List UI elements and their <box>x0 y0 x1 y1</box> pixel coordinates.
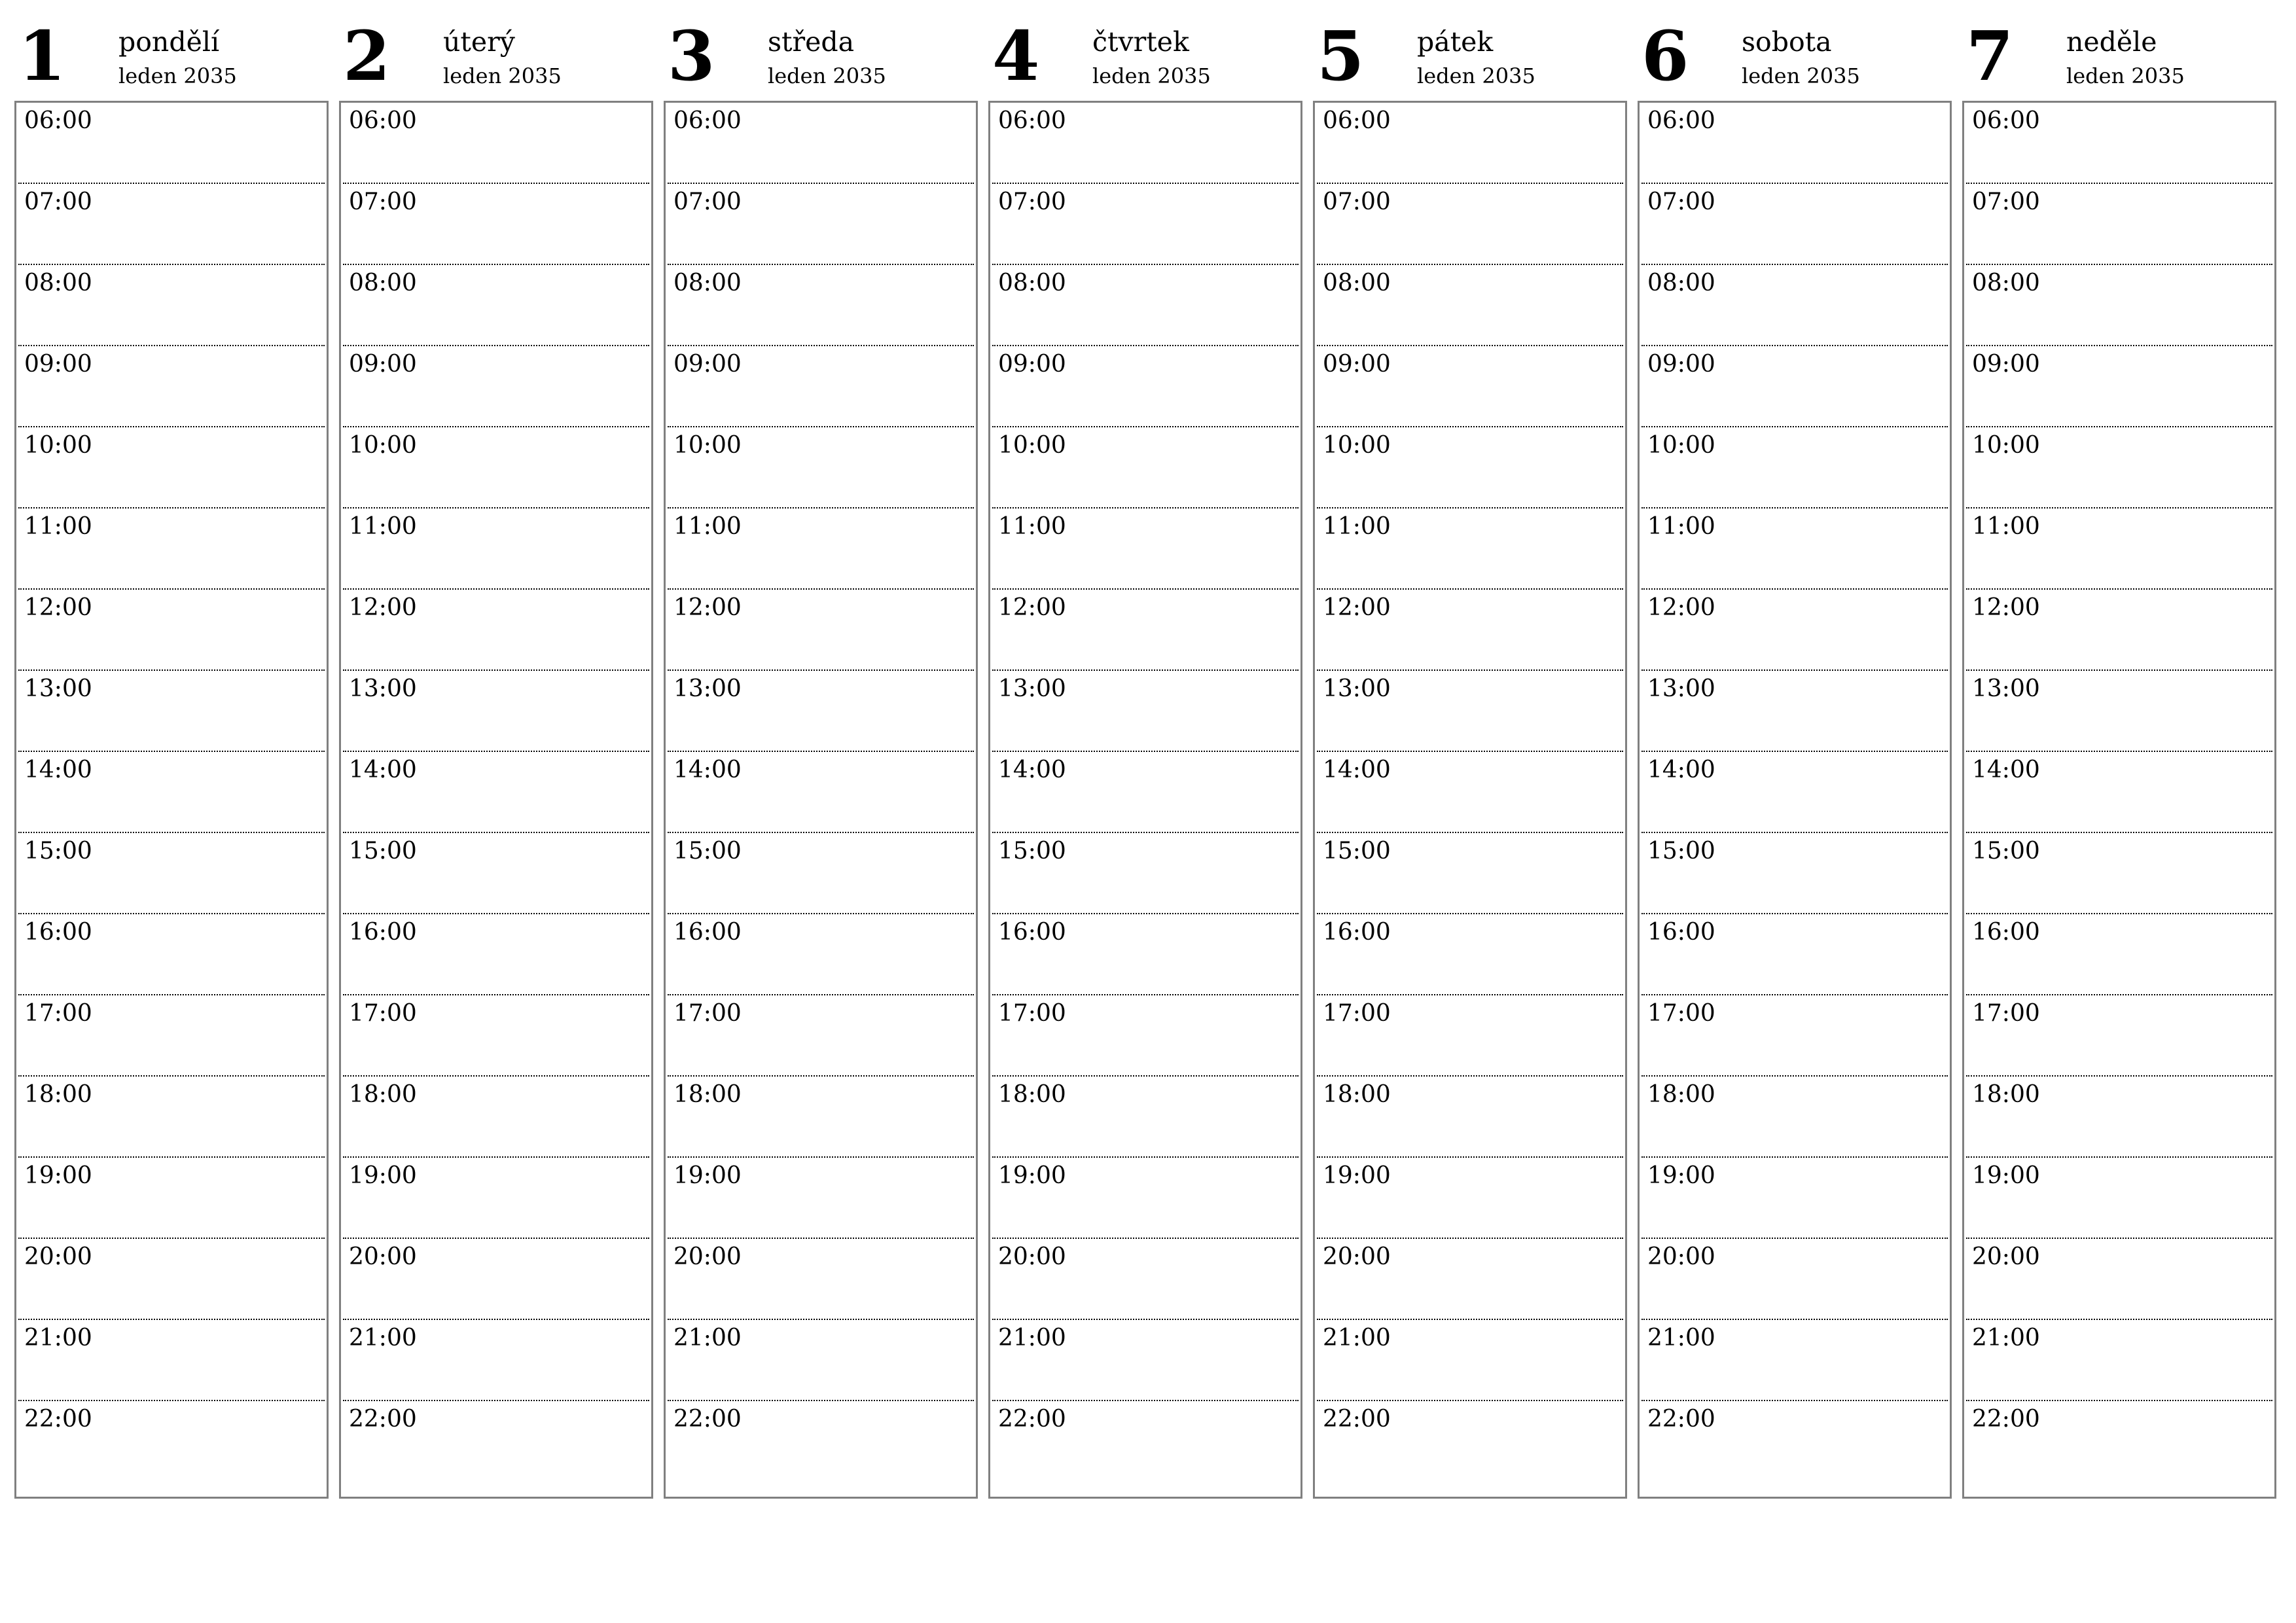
time-slot[interactable] <box>992 1320 1299 1401</box>
time-slot-label: 14:00 <box>24 757 92 783</box>
time-slot-label: 11:00 <box>1647 513 1715 540</box>
time-slot[interactable] <box>668 103 974 184</box>
time-slot[interactable] <box>18 1320 325 1401</box>
day-schedule-box <box>1638 101 1952 1499</box>
time-slot[interactable] <box>1966 1239 2272 1320</box>
time-slot[interactable] <box>1317 1320 1623 1401</box>
time-slot[interactable] <box>343 346 649 427</box>
time-slot[interactable] <box>343 752 649 833</box>
day-header <box>664 0 977 99</box>
day-month-year: leden 2035 <box>768 63 886 88</box>
time-slot[interactable] <box>1317 833 1623 914</box>
time-slot-label: 19:00 <box>1647 1162 1715 1189</box>
time-slot-label: 07:00 <box>998 188 1066 215</box>
time-slot[interactable] <box>668 1401 974 1482</box>
time-slot[interactable] <box>668 1077 974 1158</box>
day-column <box>1638 0 1950 1499</box>
time-slot[interactable] <box>992 995 1299 1077</box>
day-number: 3 <box>668 16 715 96</box>
time-slot-label: 20:00 <box>998 1243 1066 1270</box>
day-column <box>14 0 327 1499</box>
time-slot[interactable] <box>992 671 1299 752</box>
time-slot[interactable] <box>18 752 325 833</box>
time-slot-label: 15:00 <box>24 838 92 865</box>
day-column <box>988 0 1301 1499</box>
time-slot-label: 19:00 <box>1323 1162 1391 1189</box>
time-slot-label: 08:00 <box>24 270 92 296</box>
day-name: sobota <box>1742 26 1832 58</box>
time-slot[interactable] <box>1966 995 2272 1077</box>
time-slot-label: 19:00 <box>673 1162 742 1189</box>
time-slot[interactable] <box>1966 1320 2272 1401</box>
day-schedule-box <box>988 101 1302 1499</box>
time-slot[interactable] <box>1641 265 1948 346</box>
time-slot[interactable] <box>668 1239 974 1320</box>
time-slot[interactable] <box>1641 914 1948 995</box>
day-schedule-box <box>339 101 653 1499</box>
time-slot-label: 15:00 <box>349 838 417 865</box>
time-slot-label: 07:00 <box>1323 188 1391 215</box>
time-slot-label: 06:00 <box>998 107 1066 134</box>
time-slot-label: 16:00 <box>349 919 417 946</box>
time-slot-label: 18:00 <box>673 1081 742 1108</box>
time-slot[interactable] <box>1641 671 1948 752</box>
time-slot[interactable] <box>18 1401 325 1482</box>
time-slot-label: 19:00 <box>1972 1162 2040 1189</box>
time-slot[interactable] <box>343 995 649 1077</box>
time-slot-label: 07:00 <box>1647 188 1715 215</box>
time-slot[interactable] <box>668 346 974 427</box>
time-slot-label: 13:00 <box>349 675 417 702</box>
time-slot[interactable] <box>668 833 974 914</box>
time-slot-label: 17:00 <box>1647 1000 1715 1027</box>
time-slot[interactable] <box>18 671 325 752</box>
time-slot-label: 10:00 <box>1972 432 2040 459</box>
time-slot-label: 17:00 <box>673 1000 742 1027</box>
time-slot-label: 15:00 <box>998 838 1066 865</box>
time-slot-label: 09:00 <box>673 351 742 378</box>
time-slot[interactable] <box>1641 1077 1948 1158</box>
time-slot[interactable] <box>1317 995 1623 1077</box>
time-slot[interactable] <box>1641 995 1948 1077</box>
time-slot[interactable] <box>992 590 1299 671</box>
time-slot[interactable] <box>1641 427 1948 508</box>
time-slot-label: 13:00 <box>1972 675 2040 702</box>
time-slot-label: 17:00 <box>24 1000 92 1027</box>
time-slot[interactable] <box>992 346 1299 427</box>
time-slot-label: 10:00 <box>1323 432 1391 459</box>
time-slot[interactable] <box>343 671 649 752</box>
time-slot[interactable] <box>1641 590 1948 671</box>
time-slot[interactable] <box>343 1077 649 1158</box>
day-schedule-box <box>1313 101 1627 1499</box>
time-slot-label: 14:00 <box>673 757 742 783</box>
day-name: pátek <box>1417 26 1494 58</box>
time-slot-label: 09:00 <box>24 351 92 378</box>
time-slot[interactable] <box>1317 184 1623 265</box>
time-slot[interactable] <box>668 184 974 265</box>
time-slot-label: 12:00 <box>1972 594 2040 621</box>
time-slot[interactable] <box>668 671 974 752</box>
time-slot-label: 19:00 <box>998 1162 1066 1189</box>
day-header <box>988 0 1301 99</box>
time-slot[interactable] <box>1317 265 1623 346</box>
day-name: neděle <box>2066 26 2157 58</box>
time-slot-label: 10:00 <box>673 432 742 459</box>
time-slot[interactable] <box>1966 752 2272 833</box>
time-slot[interactable] <box>992 833 1299 914</box>
time-slot-label: 12:00 <box>349 594 417 621</box>
time-slot-label: 22:00 <box>349 1406 417 1433</box>
time-slot-label: 10:00 <box>998 432 1066 459</box>
day-name: úterý <box>443 26 515 58</box>
time-slot-label: 20:00 <box>1972 1243 2040 1270</box>
day-number: 5 <box>1317 16 1365 96</box>
time-slot-label: 17:00 <box>1972 1000 2040 1027</box>
time-slot[interactable] <box>992 1158 1299 1239</box>
time-slot[interactable] <box>992 508 1299 590</box>
time-slot[interactable] <box>18 914 325 995</box>
time-slot[interactable] <box>1966 346 2272 427</box>
time-slot[interactable] <box>992 184 1299 265</box>
time-slot[interactable] <box>992 103 1299 184</box>
time-slot[interactable] <box>1966 833 2272 914</box>
time-slot[interactable] <box>1317 103 1623 184</box>
time-slot-label: 17:00 <box>349 1000 417 1027</box>
time-slot[interactable] <box>1966 1401 2272 1482</box>
time-slot[interactable] <box>1317 346 1623 427</box>
time-slot-label: 18:00 <box>1647 1081 1715 1108</box>
time-slot-label: 12:00 <box>1647 594 1715 621</box>
time-slot[interactable] <box>343 103 649 184</box>
day-number: 6 <box>1641 16 1689 96</box>
time-slot-label: 18:00 <box>24 1081 92 1108</box>
time-slot[interactable] <box>343 1239 649 1320</box>
time-slot-label: 14:00 <box>1323 757 1391 783</box>
time-slot-label: 08:00 <box>1972 270 2040 296</box>
time-slot[interactable] <box>668 508 974 590</box>
time-slot-label: 19:00 <box>349 1162 417 1189</box>
time-slot[interactable] <box>343 1401 649 1482</box>
time-slot[interactable] <box>992 1401 1299 1482</box>
time-slot[interactable] <box>1641 1401 1948 1482</box>
time-slot-label: 22:00 <box>673 1406 742 1433</box>
day-column <box>664 0 977 1499</box>
time-slot-label: 16:00 <box>673 919 742 946</box>
time-slot-label: 22:00 <box>1647 1406 1715 1433</box>
time-slot[interactable] <box>343 265 649 346</box>
time-slot[interactable] <box>1966 184 2272 265</box>
time-slot[interactable] <box>343 590 649 671</box>
time-slot-label: 06:00 <box>24 107 92 134</box>
day-number: 4 <box>992 16 1040 96</box>
time-slot-label: 09:00 <box>998 351 1066 378</box>
time-slot-label: 08:00 <box>1647 270 1715 296</box>
time-slot-label: 06:00 <box>1323 107 1391 134</box>
time-slot[interactable] <box>1641 1320 1948 1401</box>
time-slot-label: 16:00 <box>998 919 1066 946</box>
time-slot[interactable] <box>18 590 325 671</box>
time-slot[interactable] <box>343 1320 649 1401</box>
day-month-year: leden 2035 <box>1742 63 1860 88</box>
time-slot-label: 19:00 <box>24 1162 92 1189</box>
time-slot[interactable] <box>992 1077 1299 1158</box>
time-slot-label: 10:00 <box>1647 432 1715 459</box>
time-slot[interactable] <box>18 995 325 1077</box>
time-slot-label: 11:00 <box>998 513 1066 540</box>
time-slot-label: 21:00 <box>24 1325 92 1351</box>
day-column <box>1313 0 1626 1499</box>
time-slot-label: 21:00 <box>349 1325 417 1351</box>
time-slot[interactable] <box>668 995 974 1077</box>
time-slot[interactable] <box>992 914 1299 995</box>
day-header <box>1962 0 2275 99</box>
time-slot[interactable] <box>18 1077 325 1158</box>
time-slot[interactable] <box>1317 427 1623 508</box>
time-slot-label: 20:00 <box>673 1243 742 1270</box>
time-slot-label: 08:00 <box>349 270 417 296</box>
time-slot[interactable] <box>1641 752 1948 833</box>
time-slot-label: 14:00 <box>1972 757 2040 783</box>
day-schedule-box <box>664 101 978 1499</box>
time-slot[interactable] <box>1641 346 1948 427</box>
time-slot[interactable] <box>18 346 325 427</box>
time-slot-label: 08:00 <box>998 270 1066 296</box>
day-schedule-box <box>14 101 329 1499</box>
time-slot-label: 14:00 <box>1647 757 1715 783</box>
day-name: čtvrtek <box>1092 26 1189 58</box>
time-slot-label: 20:00 <box>1647 1243 1715 1270</box>
day-header <box>339 0 652 99</box>
time-slot-label: 18:00 <box>1972 1081 2040 1108</box>
time-slot-label: 14:00 <box>349 757 417 783</box>
time-slot-label: 20:00 <box>349 1243 417 1270</box>
time-slot[interactable] <box>1641 103 1948 184</box>
time-slot[interactable] <box>18 833 325 914</box>
time-slot-label: 21:00 <box>673 1325 742 1351</box>
time-slot[interactable] <box>1317 671 1623 752</box>
time-slot-label: 08:00 <box>673 270 742 296</box>
time-slot-label: 20:00 <box>1323 1243 1391 1270</box>
time-slot-label: 17:00 <box>1323 1000 1391 1027</box>
time-slot-label: 15:00 <box>1972 838 2040 865</box>
time-slot-label: 09:00 <box>1323 351 1391 378</box>
time-slot[interactable] <box>18 265 325 346</box>
time-slot[interactable] <box>18 1239 325 1320</box>
day-number: 1 <box>18 16 66 96</box>
time-slot-label: 14:00 <box>998 757 1066 783</box>
time-slot[interactable] <box>343 833 649 914</box>
time-slot[interactable] <box>1966 914 2272 995</box>
time-slot-label: 09:00 <box>349 351 417 378</box>
day-name: pondělí <box>118 26 220 58</box>
time-slot[interactable] <box>343 508 649 590</box>
day-number: 2 <box>343 16 391 96</box>
time-slot-label: 17:00 <box>998 1000 1066 1027</box>
time-slot-label: 08:00 <box>1323 270 1391 296</box>
time-slot-label: 11:00 <box>349 513 417 540</box>
time-slot-label: 10:00 <box>349 432 417 459</box>
time-slot[interactable] <box>1317 508 1623 590</box>
time-slot[interactable] <box>668 265 974 346</box>
time-slot-label: 11:00 <box>24 513 92 540</box>
time-slot-label: 09:00 <box>1972 351 2040 378</box>
time-slot[interactable] <box>343 914 649 995</box>
time-slot-label: 16:00 <box>1647 919 1715 946</box>
time-slot[interactable] <box>992 265 1299 346</box>
time-slot[interactable] <box>1966 590 2272 671</box>
time-slot-label: 22:00 <box>24 1406 92 1433</box>
time-slot[interactable] <box>1317 752 1623 833</box>
time-slot-label: 06:00 <box>673 107 742 134</box>
time-slot-label: 21:00 <box>1972 1325 2040 1351</box>
day-column <box>1962 0 2275 1499</box>
time-slot-label: 13:00 <box>998 675 1066 702</box>
time-slot-label: 12:00 <box>673 594 742 621</box>
day-number: 7 <box>1966 16 2014 96</box>
time-slot[interactable] <box>343 1158 649 1239</box>
time-slot[interactable] <box>1966 1077 2272 1158</box>
time-slot[interactable] <box>1641 1239 1948 1320</box>
time-slot-label: 16:00 <box>1323 919 1391 946</box>
time-slot[interactable] <box>668 752 974 833</box>
time-slot[interactable] <box>1317 590 1623 671</box>
time-slot-label: 09:00 <box>1647 351 1715 378</box>
day-schedule-box <box>1962 101 2276 1499</box>
time-slot-label: 22:00 <box>1323 1406 1391 1433</box>
time-slot-label: 06:00 <box>1972 107 2040 134</box>
time-slot-label: 12:00 <box>998 594 1066 621</box>
time-slot-label: 22:00 <box>1972 1406 2040 1433</box>
time-slot-label: 13:00 <box>1647 675 1715 702</box>
time-slot[interactable] <box>18 508 325 590</box>
time-slot-label: 07:00 <box>349 188 417 215</box>
time-slot[interactable] <box>1641 833 1948 914</box>
day-header <box>14 0 327 99</box>
time-slot-label: 21:00 <box>1323 1325 1391 1351</box>
time-slot-label: 21:00 <box>998 1325 1066 1351</box>
time-slot[interactable] <box>1317 1401 1623 1482</box>
day-month-year: leden 2035 <box>2066 63 2185 88</box>
time-slot-label: 06:00 <box>349 107 417 134</box>
time-slot[interactable] <box>992 1239 1299 1320</box>
time-slot-label: 16:00 <box>1972 919 2040 946</box>
time-slot-label: 12:00 <box>1323 594 1391 621</box>
time-slot[interactable] <box>668 427 974 508</box>
time-slot-label: 22:00 <box>998 1406 1066 1433</box>
time-slot[interactable] <box>1966 265 2272 346</box>
day-month-year: leden 2035 <box>1417 63 1535 88</box>
time-slot[interactable] <box>18 427 325 508</box>
day-month-year: leden 2035 <box>1092 63 1211 88</box>
time-slot[interactable] <box>668 1320 974 1401</box>
time-slot[interactable] <box>1966 671 2272 752</box>
time-slot[interactable] <box>1317 914 1623 995</box>
time-slot[interactable] <box>668 1158 974 1239</box>
day-header <box>1313 0 1626 99</box>
time-slot-label: 07:00 <box>673 188 742 215</box>
time-slot[interactable] <box>1641 1158 1948 1239</box>
time-slot-label: 13:00 <box>673 675 742 702</box>
time-slot[interactable] <box>343 184 649 265</box>
time-slot-label: 07:00 <box>24 188 92 215</box>
time-slot[interactable] <box>18 184 325 265</box>
day-column <box>339 0 652 1499</box>
time-slot[interactable] <box>668 914 974 995</box>
day-header <box>1638 0 1950 99</box>
time-slot-label: 18:00 <box>998 1081 1066 1108</box>
time-slot[interactable] <box>18 103 325 184</box>
time-slot-label: 06:00 <box>1647 107 1715 134</box>
time-slot[interactable] <box>1641 184 1948 265</box>
time-slot[interactable] <box>1317 1239 1623 1320</box>
time-slot-label: 13:00 <box>1323 675 1391 702</box>
time-slot-label: 07:00 <box>1972 188 2040 215</box>
time-slot[interactable] <box>1966 508 2272 590</box>
day-name: středa <box>768 26 855 58</box>
time-slot[interactable] <box>1641 508 1948 590</box>
time-slot[interactable] <box>1317 1158 1623 1239</box>
time-slot-label: 15:00 <box>1647 838 1715 865</box>
time-slot-label: 15:00 <box>673 838 742 865</box>
time-slot[interactable] <box>668 590 974 671</box>
time-slot-label: 11:00 <box>673 513 742 540</box>
time-slot-label: 20:00 <box>24 1243 92 1270</box>
time-slot[interactable] <box>18 1158 325 1239</box>
time-slot-label: 10:00 <box>24 432 92 459</box>
time-slot[interactable] <box>1966 1158 2272 1239</box>
time-slot[interactable] <box>343 427 649 508</box>
time-slot[interactable] <box>992 427 1299 508</box>
time-slot-label: 15:00 <box>1323 838 1391 865</box>
day-month-year: leden 2035 <box>118 63 237 88</box>
time-slot[interactable] <box>1966 427 2272 508</box>
time-slot-label: 21:00 <box>1647 1325 1715 1351</box>
time-slot-label: 11:00 <box>1972 513 2040 540</box>
day-month-year: leden 2035 <box>443 63 562 88</box>
time-slot-label: 16:00 <box>24 919 92 946</box>
time-slot-label: 18:00 <box>349 1081 417 1108</box>
time-slot-label: 18:00 <box>1323 1081 1391 1108</box>
time-slot[interactable] <box>992 752 1299 833</box>
time-slot[interactable] <box>1317 1077 1623 1158</box>
time-slot-label: 11:00 <box>1323 513 1391 540</box>
time-slot-label: 13:00 <box>24 675 92 702</box>
time-slot-label: 12:00 <box>24 594 92 621</box>
time-slot[interactable] <box>1966 103 2272 184</box>
